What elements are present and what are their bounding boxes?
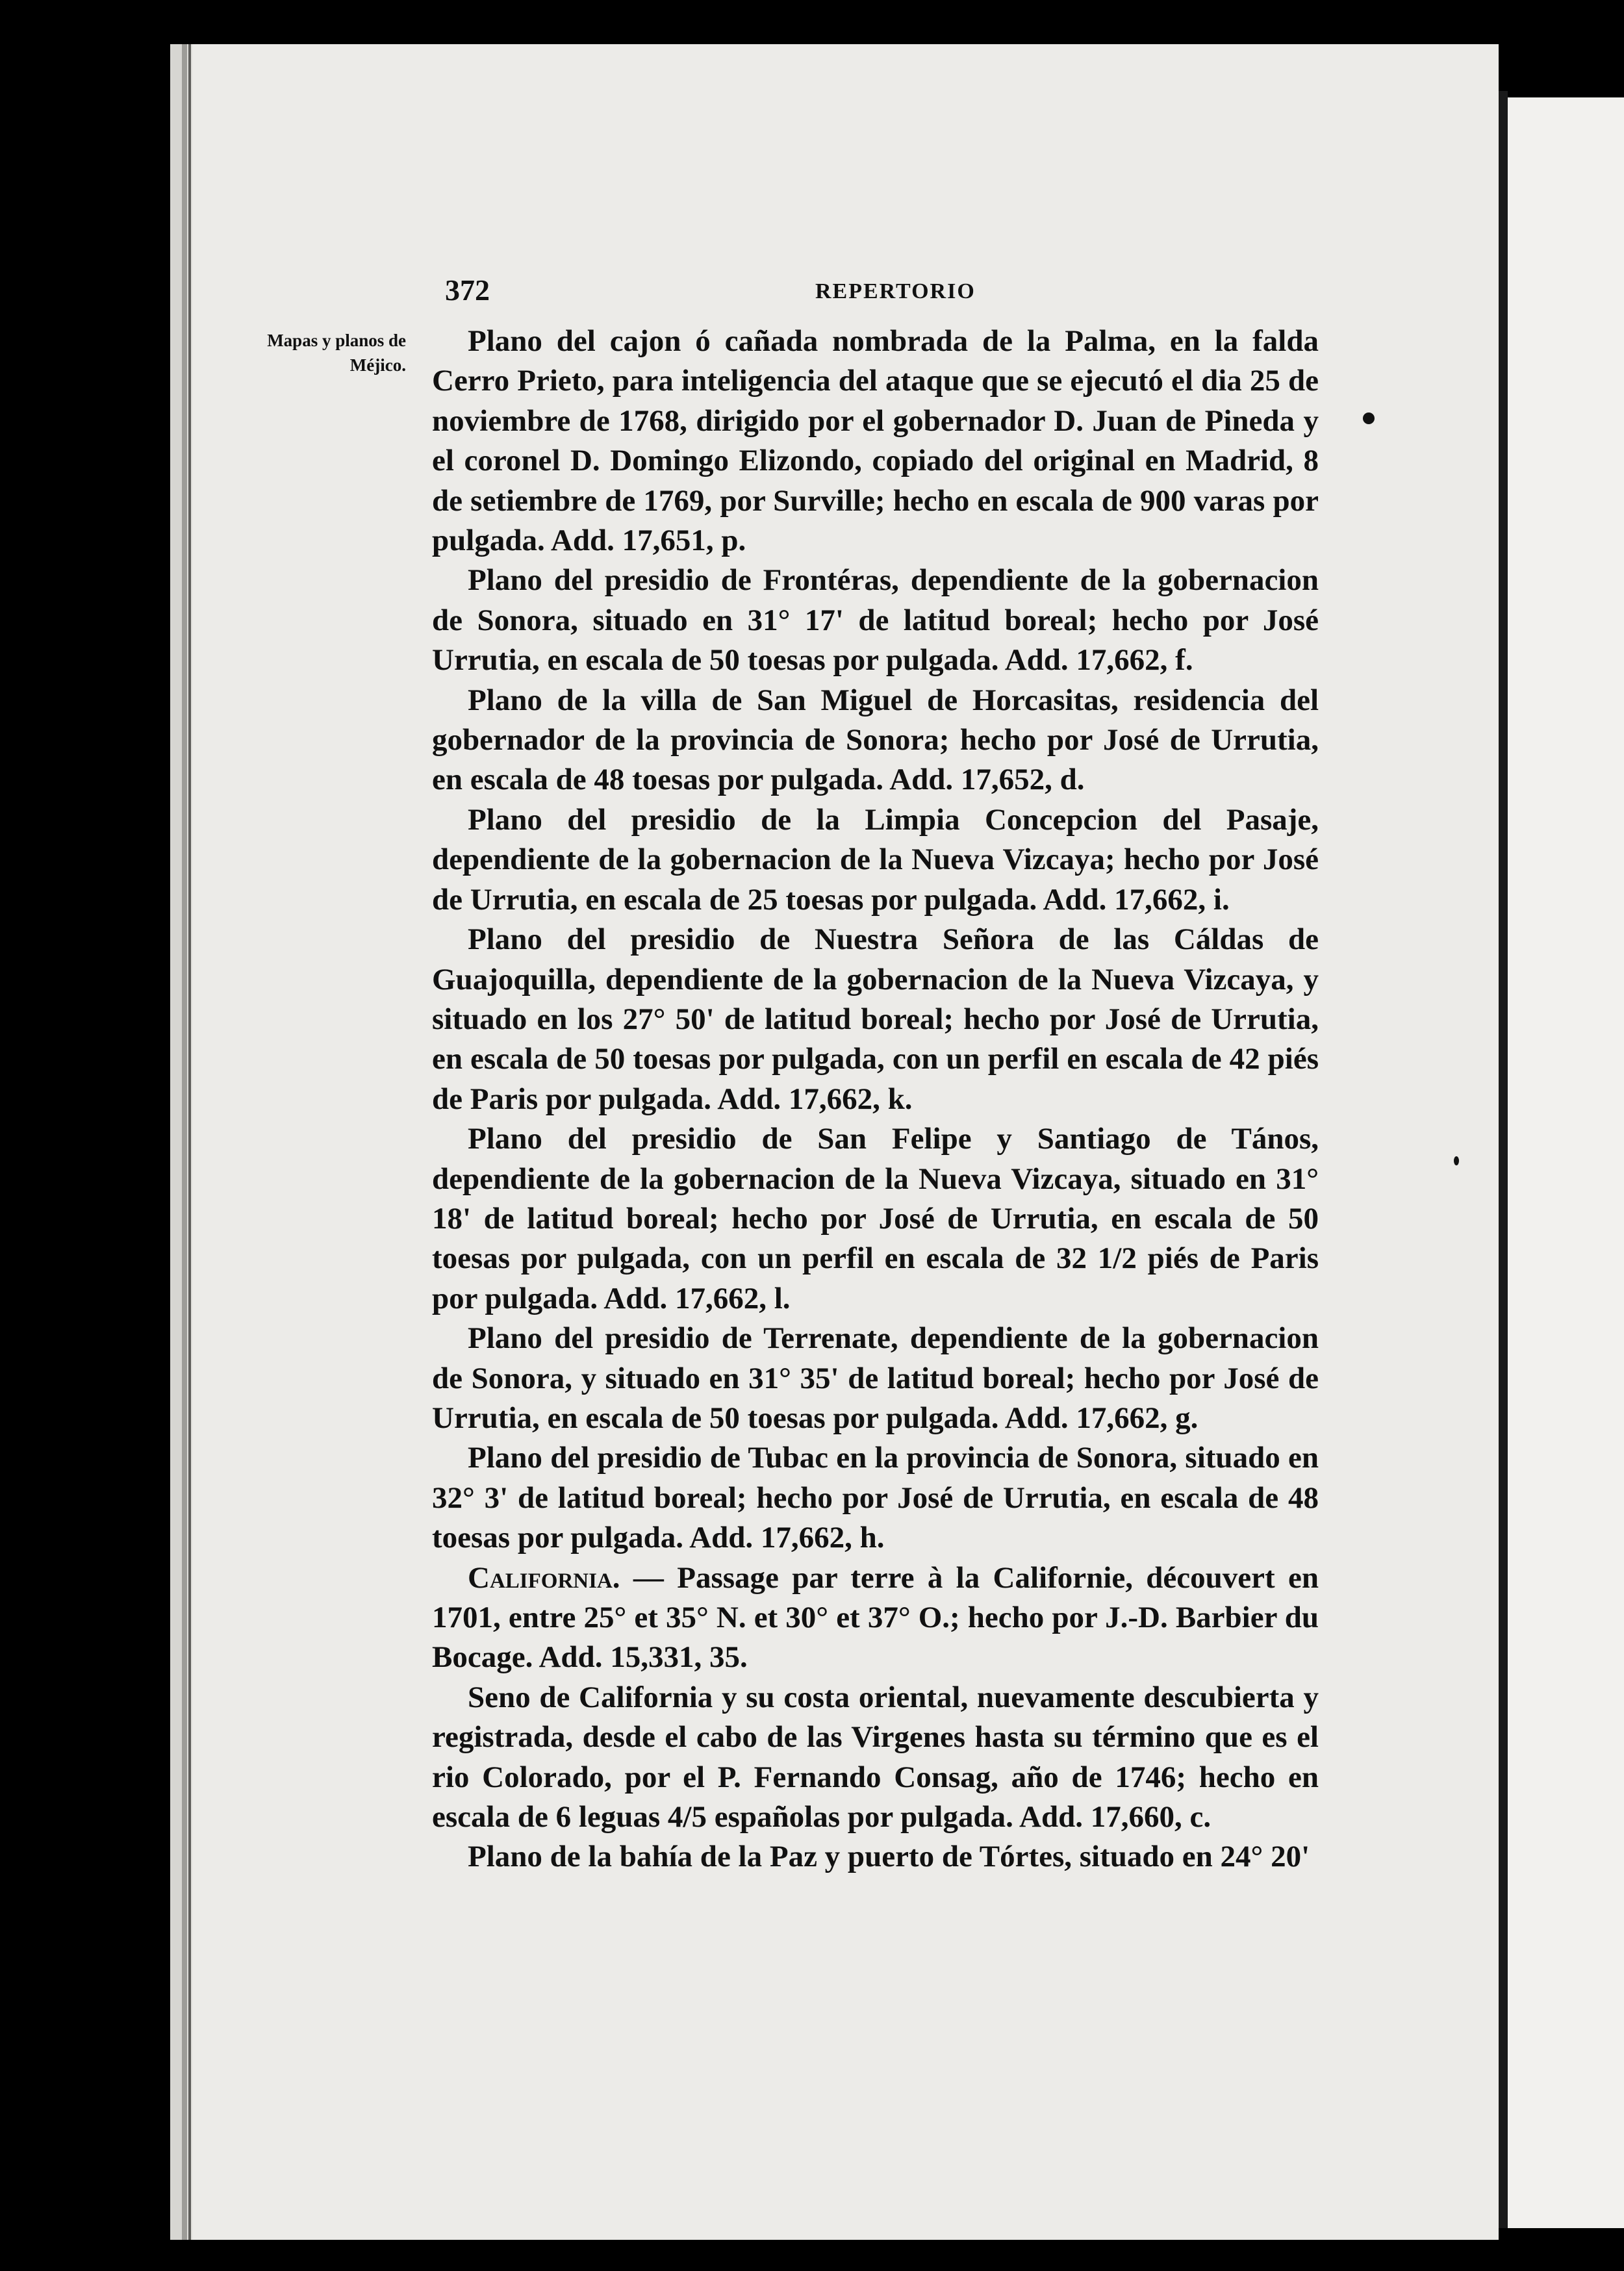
entry-paragraph: Seno de California y su costa oriental, nuevamente descubierta y registrada, desde el cabo de las Virgenes hasta su término que es el rio Colorado, por el P. Fernando Consag, año de 1746; hecho en escala de 6 leguas 4/5 españolas por pulgada. Add. 17,660, c. [432,1680,1319,1834]
entry-paragraph: Plano de la bahía de la Paz y puerto de Tórtes, situado en 24° 20' [468,1840,1310,1874]
ink-spot [1363,412,1375,424]
entry-paragraph: Plano del presidio de Tubac en la provincia de Sonora, situado en 32° 3' de latitud boreal; hecho por José de Urrutia, en escala de 48 toesas por pulgada. Add. 17,662, h. [432,1441,1319,1555]
facing-page-edge [1499,91,1508,2228]
running-head: REPERTORIO [815,279,976,303]
section-lead: California. [468,1560,620,1595]
entry-paragraph: Plano del presidio de Terrenate, dependiente de la gobernacion de Sonora, y situado en 31° 35' de latitud boreal; hecho por José de Urrutia, en escala de 50 toesas por pulgada. Add. 17,662, g. [432,1321,1319,1435]
page-header [445,273,1315,312]
entry-paragraph: Plano del presidio de Nuestra Señora de las Cáldas de Guajoquilla, dependiente de la gobernacion de la Nueva Vizcaya, y situado en los 27° 50' de latitud boreal; hecho por José de Urrutia, en escala de 50 toesas por pulgada, con un perfil en escala de 42 piés de Paris por pulgada. Add. 17,662, k. [432,922,1319,1116]
entry-paragraph: Plano del presidio de San Felipe y Santiago de Tános, dependiente de la gobernacion de la Nueva Vizcaya, situado en 31° 18' de latitud boreal; hecho por José de Urrutia, en escala de 50 toesas por pulgada, con un perfil en escala de 32 1/2 piés de Paris por pulgada. Add. 17,662, l. [432,1122,1319,1315]
entry-paragraph: Plano del presidio de la Limpia Concepcion del Pasaje, dependiente de la gobernacion de la Nueva Vizcaya; hecho por José de Urrutia, en escala de 25 toesas por pulgada. Add. 17,662, i. [432,802,1319,917]
ink-spot [1454,1156,1459,1165]
entry-paragraph: Plano del cajon ó cañada nombrada de la Palma, en la falda Cerro Prieto, para inteligencia del ataque que se ejecutó el dia 25 de noviembre de 1768, dirigido por el gobernador D. Juan de Pineda y el coronel D. Domingo Elizondo, copiado del original en Madrid, 8 de setiembre de 1769, por Surville; hecho en escala de 900 varas por pulgada. Add. 17,651, p. [432,324,1319,558]
entry-paragraph-california: California. — Passage par terre à la Californie, découvert en 1701, entre 25° et 35° N. et 30° et 37° O.; hecho por J.-D. Barbier du Bocage. Add. 15,331, 35. [432,1560,1319,1675]
facing-page-sliver [1508,97,1624,2228]
entry-paragraph: Plano del presidio de Frontéras, dependiente de la gobernacion de Sonora, situado en 31° 17' de latitud boreal; hecho por José Urrutia, en escala de 50 toesas por pulgada. Add. 17,662, f. [432,563,1319,678]
entry-paragraph: Plano de la villa de San Miguel de Horcasitas, residencia del gobernador de la provincia de Sonora; hecho por José de Urrutia, en escala de 48 toesas por pulgada. Add. 17,652, d. [432,683,1319,797]
body-text [432,322,1319,1877]
marginal-note: Mapas y planos de Méjico. [267,331,406,375]
gutter-line [188,44,191,2240]
page-number: 372 [445,273,490,307]
